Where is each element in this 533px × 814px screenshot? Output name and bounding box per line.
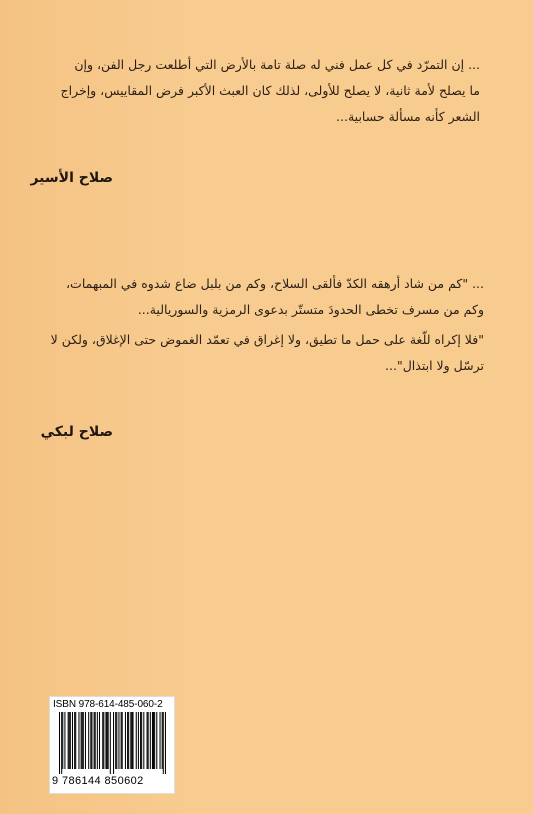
barcode-bar [130, 712, 131, 769]
barcode-bar [99, 712, 100, 769]
barcode-bar [70, 712, 71, 769]
barcode-bar [61, 712, 62, 774]
barcode-bar [82, 712, 83, 769]
barcode-bar [94, 712, 95, 769]
barcode-bar [116, 712, 117, 769]
barcode-bar [152, 712, 153, 769]
barcode-bar [97, 712, 98, 769]
barcode-bar [147, 712, 148, 769]
barcode-bar [90, 712, 91, 769]
barcode-bar [62, 712, 63, 769]
barcode-bar [121, 712, 122, 769]
barcode-label [49, 696, 175, 794]
barcode-bar [115, 712, 116, 769]
barcode-bar [128, 712, 129, 769]
barcode-bar [163, 712, 164, 774]
barcode-bar [107, 712, 108, 769]
barcode-bar [102, 712, 103, 769]
barcode-bar [160, 712, 161, 769]
barcode-bar [122, 712, 123, 769]
barcode-bar [72, 712, 73, 769]
barcode-bar [140, 712, 141, 769]
barcode-bar [153, 712, 154, 769]
barcode-bar [127, 712, 128, 769]
barcode-bar [150, 712, 151, 769]
author-asir: صلاح الأسير [30, 170, 113, 186]
barcode-bar [108, 712, 109, 769]
barcode-bar [113, 712, 114, 774]
quote-labaki-text-2: "فلا إكراه للّغة على حمل ما تطيق، ولا إغراق في تعمّد الغموض حتى الإغلاق، ولكن لا ترسّل ولا ابتذال"... [50, 332, 484, 373]
barcode-bar [59, 712, 60, 774]
barcode-bar [125, 712, 126, 769]
barcode-bar [105, 712, 106, 769]
barcode-bar [154, 712, 155, 769]
barcode-bar [81, 712, 82, 769]
barcode-bar [148, 712, 149, 769]
barcode-bar [138, 712, 139, 769]
barcode-bar [162, 712, 163, 769]
barcode-number: 9 786144 850602 [52, 775, 144, 787]
barcode-bar [165, 712, 166, 774]
barcode-bar [141, 712, 142, 769]
barcode-bar [83, 712, 84, 769]
quote-asir-text: ... إن التمرّد في كل عمل فني له صلة تامة بالأرض التي أطلعت رجل الفن، وإن ما يصلح لأمة ثانية، لا يصلح للأولى، لذلك كان العبث الأكبر فرض المقاييس، وإخراج الشعر كأنه مسألة حسابية... [60, 57, 480, 124]
barcode-bar [131, 712, 132, 769]
quote-labaki-text-1: ... "كم من شاد أرهقه الكدّ فألقى السلاح، وكم من بلبل ضاع شدوه في المبهمات، وكم من مسرف تخطى الحدودَ متستّر بدعوى الرمزية والسوريالية... [66, 276, 484, 317]
barcode-bars [59, 712, 166, 774]
barcode-bar [118, 712, 119, 769]
barcode-bar [156, 712, 157, 769]
barcode-bar [110, 712, 111, 774]
barcode-bar [74, 712, 75, 769]
barcode-bar [85, 712, 86, 769]
barcode-bar [78, 712, 79, 769]
barcode-bar [143, 712, 144, 769]
isbn-text: ISBN 978-614-485-060-2 [53, 699, 163, 710]
barcode-bar [88, 712, 89, 769]
barcode-bar [75, 712, 76, 769]
barcode-bar [95, 712, 96, 769]
barcode-bar [68, 712, 69, 769]
barcode-bar [69, 712, 70, 769]
barcode-bar [64, 712, 65, 769]
barcode-bar [91, 712, 92, 769]
barcode-bar [103, 712, 104, 769]
barcode-bar [136, 712, 137, 769]
barcode-bar [132, 712, 133, 769]
author-labaki: صلاح لبكي [40, 424, 113, 440]
